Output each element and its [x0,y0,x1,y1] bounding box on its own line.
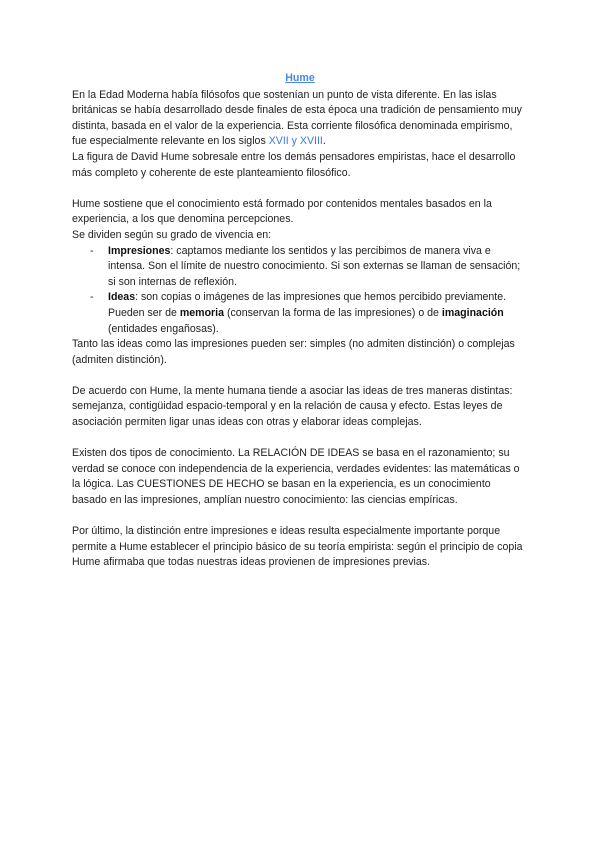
paragraph-intro [72,88,528,150]
ideas-text-c: (entidades engañosas). [108,322,219,335]
document-title: Hume [285,72,315,84]
paragraph-division: Se dividen según su grado de vivencia en: [72,228,272,241]
ideas-text-b: (conservan la forma de las impresiones) o de [224,306,442,319]
term-ideas: Ideas [108,291,136,304]
spacer [72,509,528,525]
term-impressions: Impresiones [108,244,171,257]
paragraph-hume-figure: La figura de David Hume sobresale entre los demás pensadores empiristas, hace el desarrollo más completo y coherente de este planteamiento filosófico. [72,150,516,179]
list-item-impressions [72,244,528,291]
paragraph-knowledge-types: Existen dos tipos de conocimiento. La RELACIÓN DE IDEAS se basa en el razonamiento; su verdad se conoce con independencia de la experiencia, verdades evidentes: las matemáticas o la lógica. Las CUESTIONES DE HECHO se basan en la experiencia, es un conocimiento basado en las impresiones, amplían nuestro conocimiento: las ciencias empíricas. [72,447,520,507]
spacer [72,368,528,384]
term-memoria: memoria [179,306,225,319]
perceptions-list [72,244,528,338]
paragraph-knowledge: Hume sostiene que el conocimiento está formado por contenidos mentales basados en la experiencia, a los que denomina percepciones. [72,197,492,226]
list-item-ideas [72,290,528,337]
impressions-text: : captamos mediante los sentidos y las percibimos de manera viva e intensa. Son el límite de nuestro conocimiento. Si son externas se llaman de sensación; si son internas de reflexión. [108,244,521,288]
spacer [72,181,528,197]
intro-end: . [322,135,326,148]
list-dash: - [90,244,94,257]
centuries-text: XVII y XVIII [268,135,323,148]
paragraph-conclusion: Por último, la distinción entre impresiones e ideas resulta especialmente importante porque permite a Hume establecer el principio básico de su teoría empirista: según el principio de copia Hume afirmaba que todas nuestras ideas provienen de impresiones previas. [72,525,523,569]
list-dash: - [90,291,94,304]
paragraph-simple-complex: Tanto las ideas como las impresiones pueden ser: simples (no admiten distinción) o complejas (admiten distinción). [72,338,515,366]
paragraph-association: De acuerdo con Hume, la mente humana tiende a asociar las ideas de tres maneras distintas: semejanza, contigüidad espacio-temporal y en la relación de causa y efecto. Estas leyes de asociación permiten ligar unas ideas con otras y elaborar ideas complejas. [72,384,513,429]
ideas-text-a: : son copias o imágenes de las impresiones que hemos percibido previamente. Pueden ser de [108,291,507,319]
spacer [72,431,528,447]
intro-text: En la Edad Moderna había filósofos que sostenían un punto de vista diferente. En las islas británicas se había desarrollado desde finales de esta época una tradición de pensamiento muy distinta, basada en el valor de la experiencia. Esta corriente filosófica denominada empirismo, fue especialmente relevante en los siglos [72,88,522,148]
term-imaginacion: imaginación [441,306,504,319]
